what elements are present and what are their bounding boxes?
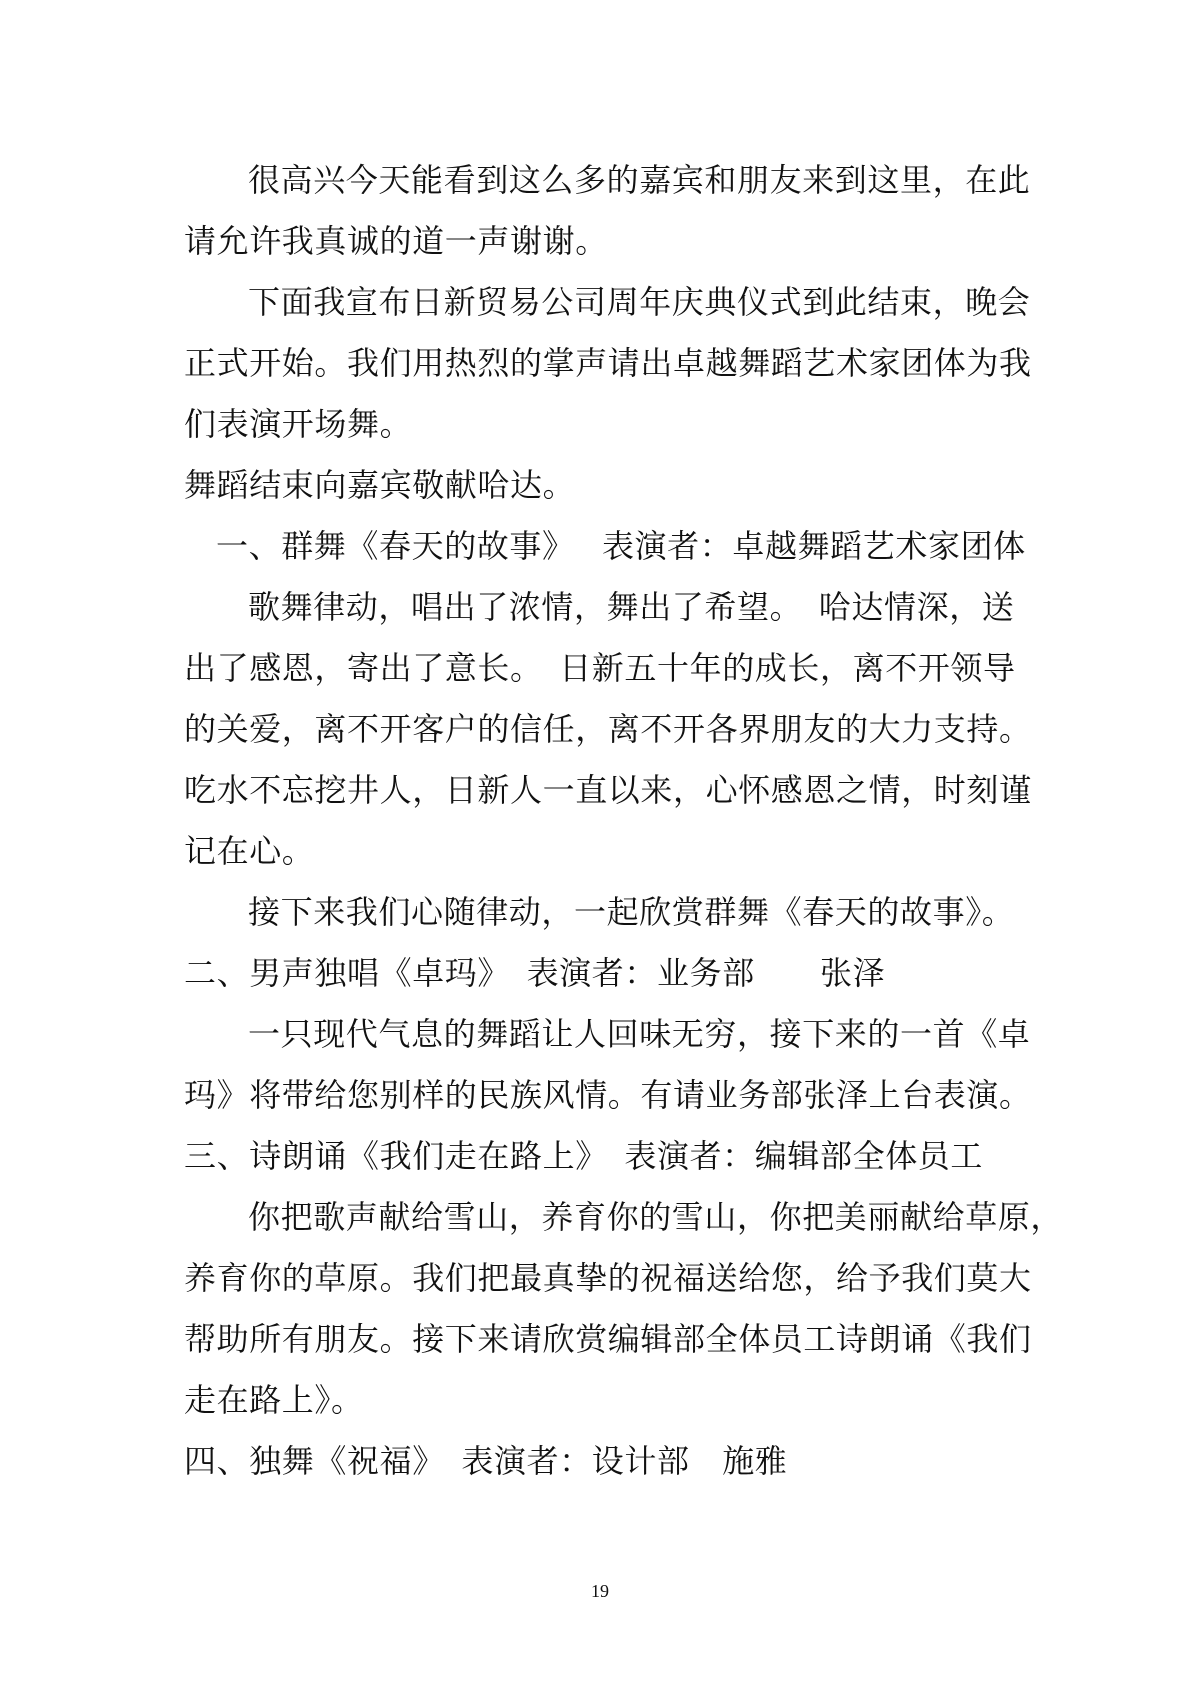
paragraph-line: 很高兴今天能看到这么多的嘉宾和朋友来到这里，在此	[248, 161, 1031, 199]
paragraph-line: 走在路上》。	[184, 1381, 364, 1419]
paragraph-line: 接下来我们心随律动，一起欣赏群舞《春天的故事》。	[248, 893, 1015, 931]
program-item-3: 三、诗朗诵《我们走在路上》 表演者：编辑部全体员工	[184, 1137, 984, 1175]
paragraph-line: 帮助所有朋友。接下来请欣赏编辑部全体员工诗朗诵《我们	[184, 1320, 1032, 1358]
paragraph-line: 的关爱，离不开客户的信任，离不开各界朋友的大力支持。	[184, 710, 1032, 748]
paragraph-line: 玛》将带给您别样的民族风情。有请业务部张泽上台表演。	[184, 1076, 1032, 1114]
paragraph-line: 一只现代气息的舞蹈让人回味无穷，接下来的一首《卓	[248, 1015, 1031, 1053]
paragraph-line: 正式开始。我们用热烈的掌声请出卓越舞蹈艺术家团体为我	[184, 344, 1032, 382]
page-number: 19	[591, 1581, 609, 1601]
paragraph-line: 吃水不忘挖井人，日新人一直以来，心怀感恩之情，时刻谨	[184, 771, 1032, 809]
paragraph-line: 养育你的草原。我们把最真挚的祝福送给您，给予我们莫大	[184, 1259, 1032, 1297]
program-item-2: 二、男声独唱《卓玛》 表演者：业务部 张泽	[184, 954, 886, 992]
paragraph-line: 记在心。	[184, 832, 315, 870]
paragraph-line: 出了感恩，寄出了意长。 日新五十年的成长，离不开领导	[184, 649, 1016, 687]
paragraph-line: 歌舞律动，唱出了浓情，舞出了希望。 哈达情深，送	[248, 588, 1015, 626]
paragraph-line: 请允许我真诚的道一声谢谢。	[184, 222, 608, 260]
program-item-4: 四、独舞《祝福》 表演者：设计部 施雅	[184, 1442, 788, 1480]
paragraph-line: 你把歌声献给雪山，养育你的雪山，你把美丽献给草原，	[248, 1198, 1064, 1236]
program-item-1: 一、群舞《春天的故事》 表演者：卓越舞蹈艺术家团体	[216, 527, 1026, 565]
paragraph-line: 舞蹈结束向嘉宾敬献哈达。	[184, 466, 576, 504]
paragraph-line: 下面我宣布日新贸易公司周年庆典仪式到此结束，晚会	[248, 283, 1031, 321]
paragraph-line: 们表演开场舞。	[184, 405, 413, 443]
